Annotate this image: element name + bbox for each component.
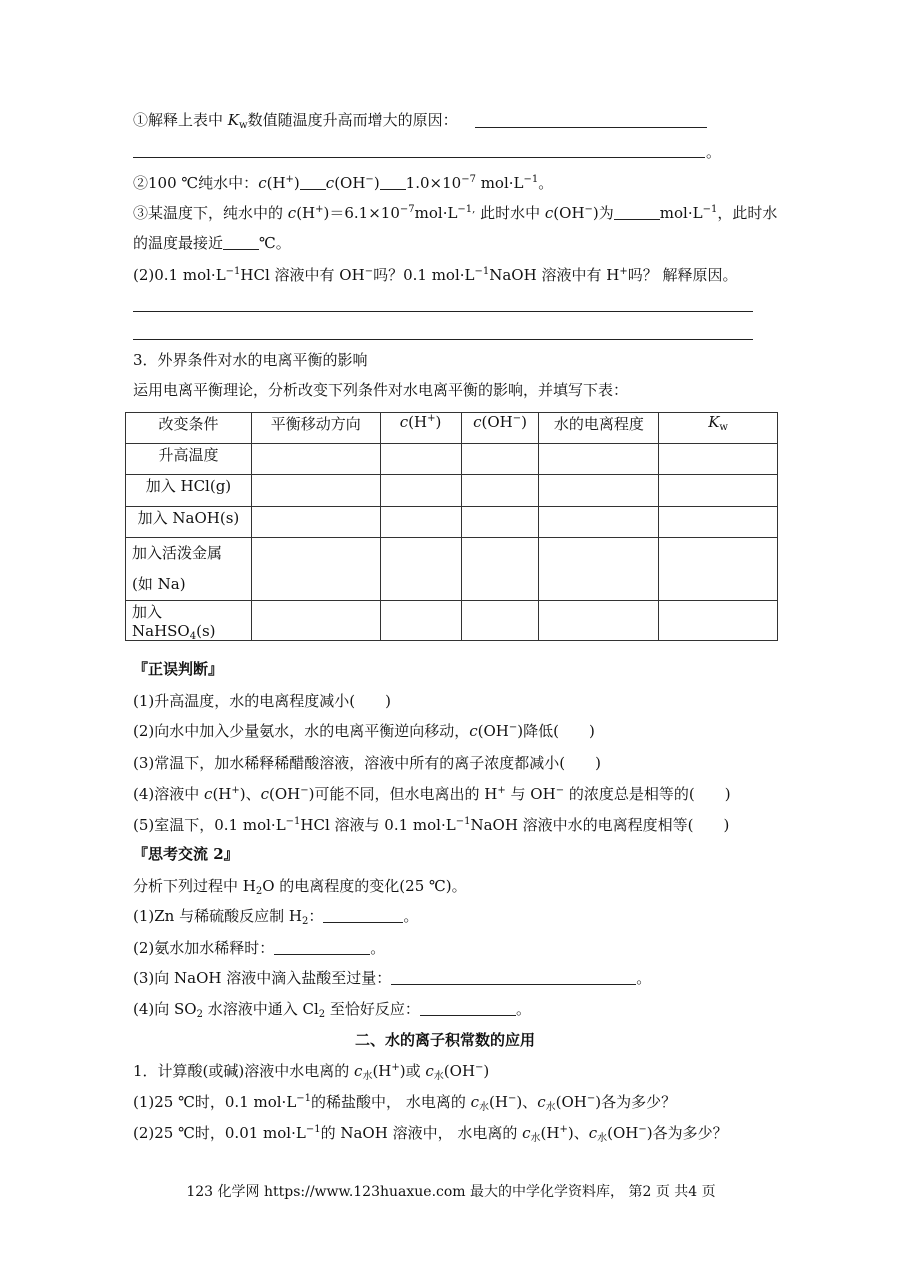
text: 分析下列过程中 H: [133, 877, 256, 895]
table-row: [126, 601, 778, 641]
text: (如 Na): [132, 575, 186, 593]
text: 123 化学网 https://www.123huaxue.com 最大的中学化学资料库， 第2 页 共4 页: [186, 1184, 716, 1200]
sup: −: [584, 204, 593, 215]
answer-line[interactable]: [133, 339, 753, 340]
judge-item-1: [133, 691, 391, 711]
table-cell[interactable]: [539, 475, 659, 507]
text: (H: [408, 413, 428, 431]
header-cell: [461, 413, 539, 444]
text: (OH: [607, 1124, 639, 1142]
table-cell[interactable]: [380, 507, 461, 538]
table-cell[interactable]: [251, 444, 380, 475]
text: 1.0×10: [405, 174, 462, 192]
text: )或: [399, 1062, 426, 1080]
text: 降低( ): [523, 722, 595, 740]
sub: 2: [255, 886, 263, 897]
row-label: [126, 507, 252, 538]
text: 『正误判断』: [133, 660, 224, 678]
blank[interactable]: [391, 970, 636, 985]
blank[interactable]: [323, 908, 403, 923]
header-cell: [659, 413, 778, 444]
c-symbol: c: [544, 204, 554, 222]
sub: 水: [362, 1071, 373, 1082]
text: (H: [266, 174, 286, 192]
row-label: [126, 601, 252, 641]
text: )、: [516, 1093, 538, 1111]
table-cell[interactable]: [659, 538, 778, 601]
table-header-row: [126, 413, 778, 444]
text: O 的电离程度的变化(25 ℃)。: [262, 877, 467, 895]
text: 加入 NaHSO: [132, 603, 190, 640]
text: (3)常温下，加水稀释稀醋酸溶液，溶液中所有的离子浓度都减小( ): [133, 754, 601, 772]
part2-q1: (1)25 ℃时，0.1 $mol\cdot L^{-1}$的稀盐酸中， 水电离的 $c_水(H^-)$、$c_水(OH^-)$各为多少？: [133, 1093, 677, 1113]
text: (2)25 ℃时，0.01 mol·L: [133, 1124, 306, 1142]
table-row: [126, 507, 778, 538]
table-cell[interactable]: [659, 601, 778, 641]
text: 吗？ 解释原因。: [627, 266, 738, 284]
c-symbol: c: [287, 204, 297, 222]
text: 水的电离程度: [553, 415, 644, 433]
table-cell[interactable]: [251, 475, 380, 507]
text: (H: [296, 204, 316, 222]
text: )各为多少？: [646, 1124, 728, 1142]
sup: −: [364, 266, 374, 277]
table-cell[interactable]: [539, 444, 659, 475]
table-cell[interactable]: [659, 444, 778, 475]
text: 的浓度总是相等的( ): [564, 785, 731, 803]
text: ): [483, 1062, 490, 1080]
sup: +: [427, 413, 436, 424]
period: [706, 142, 721, 162]
sup: −: [512, 413, 522, 424]
table-row: [126, 538, 778, 601]
sup: −: [365, 174, 374, 185]
answer-line[interactable]: [133, 157, 705, 158]
text: 数值随温度升高而增大的原因：: [247, 111, 458, 129]
table-cell[interactable]: [659, 475, 778, 507]
q1-line-c2: [133, 233, 291, 253]
text: (H: [540, 1124, 560, 1142]
text: (2)氨水加水稀释时：: [133, 939, 275, 957]
sup: −1: [296, 1093, 312, 1104]
text: 加入活泼金属: [132, 544, 223, 562]
sup: −1,: [457, 204, 476, 215]
sub: 2: [301, 916, 309, 927]
blank[interactable]: [380, 175, 406, 190]
table-cell[interactable]: [380, 444, 461, 475]
text: 。: [636, 969, 652, 987]
header-cell: [251, 413, 380, 444]
text: ): [435, 413, 442, 431]
text: ①解释上表中: [133, 111, 228, 129]
think-item-1: [133, 906, 418, 926]
text: (OH: [555, 1093, 587, 1111]
q2-line: [133, 265, 737, 285]
condition-table: [125, 412, 778, 641]
text: 运用电离平衡理论，分析改变下列条件对水电离平衡的影响，并填写下表：: [133, 381, 629, 399]
text: 的温度最接近: [133, 234, 224, 252]
sup: −7: [461, 174, 476, 185]
sup: −1: [305, 1124, 321, 1135]
text: 。: [403, 907, 419, 925]
text: 『思考交流 2』: [133, 845, 239, 863]
text: (OH: [553, 204, 585, 222]
text: ②100 ℃纯水中：: [133, 174, 259, 192]
table-cell[interactable]: [539, 507, 659, 538]
think-item-4: [133, 999, 531, 1019]
table-cell[interactable]: [659, 507, 778, 538]
sup: −1: [474, 266, 490, 277]
table-cell[interactable]: [461, 475, 539, 507]
text: 1．计算酸(或碱)溶液中水电离的: [133, 1062, 355, 1080]
answer-line[interactable]: [475, 127, 707, 128]
text: ): [293, 174, 300, 192]
table-cell[interactable]: [380, 538, 461, 601]
table-cell[interactable]: [380, 601, 461, 641]
table-cell[interactable]: [539, 538, 659, 601]
text: 的稀盐酸中， 水电离的: [311, 1093, 471, 1111]
text: (5)室温下，0.1 mol·L: [133, 816, 286, 834]
header-cell: [380, 413, 461, 444]
judge-item-4: (4)溶液中 c(H+)、c(OH−)可能不同，但水电离出的 H+ 与 OH− 的浓度总是相等的( ): [133, 785, 731, 803]
text: 。: [538, 174, 554, 192]
text: 升高温度: [158, 446, 219, 464]
text: HCl 溶液中有 OH: [240, 266, 365, 284]
table-cell[interactable]: [251, 601, 380, 641]
text: mol·L: [414, 204, 458, 222]
text: ，此时水: [717, 204, 778, 222]
text: 。: [515, 1000, 531, 1018]
text: (2)向水中加入少量氨水，水的电离平衡逆向移动，: [133, 722, 470, 740]
c-symbol: c: [354, 1062, 363, 1080]
table-cell[interactable]: [539, 601, 659, 641]
text: NaOH 溶液中有 H: [489, 266, 620, 284]
row-label: [126, 538, 252, 601]
text: 的 NaOH 溶液中， 水电离的: [320, 1124, 523, 1142]
kw-symbol: K: [227, 111, 239, 129]
c-symbol: c: [325, 174, 335, 192]
text: 加入 NaOH(s): [137, 509, 240, 527]
text: (OH: [481, 413, 513, 431]
table-cell[interactable]: [461, 507, 539, 538]
text: 水溶液中通入 Cl: [202, 1000, 319, 1018]
text: mol·L: [475, 174, 524, 192]
text: 至恰好反应：: [325, 1000, 420, 1018]
text: ℃。: [259, 234, 291, 252]
text: 3．外界条件对水的电离平衡的影响: [133, 351, 368, 369]
text: )为: [592, 204, 614, 222]
text: (2)0.1 mol·L: [133, 266, 226, 284]
text: )各为多少？: [595, 1093, 677, 1111]
text: (OH: [334, 174, 366, 192]
sup: +: [619, 266, 628, 277]
q1-line-a: [133, 110, 458, 130]
text: (4)溶液中: [133, 785, 205, 803]
judge-item-2: (2)向水中加入少量氨水，水的电离平衡逆向移动，c(OH−)降低( ): [133, 722, 595, 740]
text: 与 OH: [505, 785, 556, 803]
text: 改变条件: [158, 415, 219, 433]
text: 。: [706, 143, 722, 161]
sup: +: [391, 1062, 400, 1073]
header-cell: [539, 413, 659, 444]
sup: −7: [399, 204, 415, 215]
text: (H: [372, 1062, 392, 1080]
sup: −: [475, 1062, 484, 1073]
blank[interactable]: [223, 235, 259, 250]
table-cell[interactable]: [461, 538, 539, 601]
blank[interactable]: [614, 205, 660, 220]
table-cell[interactable]: [251, 538, 380, 601]
part2-q2: (2)25 ℃时，0.01 $mol\cdot L^{-1}$的 NaOH 溶液中， 水电离的 $c_水(H^+)$、$c_水(OH^-)$各为多少？: [133, 1124, 728, 1144]
sup: +: [285, 174, 294, 185]
blank[interactable]: [274, 940, 370, 955]
think-item-3: [133, 968, 651, 988]
text: 此时水中: [475, 204, 545, 222]
text: ): [373, 174, 380, 192]
blank[interactable]: [420, 1001, 516, 1016]
blank[interactable]: [300, 175, 326, 190]
think-title: [133, 844, 239, 864]
text: )、: [567, 1124, 589, 1142]
section3-intro: [133, 380, 628, 400]
text: (3)向 NaOH 溶液中滴入盐酸至过量：: [133, 969, 392, 987]
text: NaOH 溶液中水的电离程度相等( ): [470, 816, 730, 834]
text: 可能不同，但水电离出的 H: [314, 785, 498, 803]
table-cell[interactable]: [380, 475, 461, 507]
q1-line-b: [133, 173, 553, 193]
judge-item-3: [133, 753, 601, 773]
text: (1)25 ℃时，0.1 mol·L: [133, 1093, 297, 1111]
section3-title: [133, 350, 368, 370]
text: 吗？0.1 mol·L: [373, 266, 475, 284]
sup: +: [315, 204, 324, 215]
text: )＝6.1×10: [323, 204, 400, 222]
q1-line-c: [133, 203, 777, 223]
text: ③某温度下，纯水中的: [133, 204, 288, 222]
text: ): [521, 413, 527, 431]
judge-title: [133, 659, 223, 679]
text: c: [399, 413, 409, 431]
row-label: [126, 444, 252, 475]
part2-p1: 1．计算酸(或碱)溶液中水电离的 $c_水(H^+)$或 $c_水(OH^-)$: [133, 1062, 490, 1082]
text: (1)升高温度，水的电离程度减小( ): [133, 692, 391, 710]
text: (4)向 SO: [133, 1000, 197, 1018]
text: (H: [489, 1093, 508, 1111]
text: HCl 溶液与 0.1 mol·L: [300, 816, 456, 834]
part2-title: [355, 1030, 535, 1050]
sub: 2: [196, 1009, 203, 1020]
sub: 4: [189, 631, 197, 642]
table-cell[interactable]: [461, 444, 539, 475]
text: (1)Zn 与稀硫酸反应制 H: [133, 907, 302, 925]
text: K: [708, 413, 720, 431]
answer-line[interactable]: [133, 311, 753, 312]
table-cell[interactable]: [251, 507, 380, 538]
sup: −1: [225, 266, 241, 277]
sub: w: [719, 422, 728, 433]
sub: 2: [318, 1009, 326, 1020]
text: (s): [196, 622, 216, 640]
kw-sub: w: [239, 120, 248, 131]
text: mol·L: [659, 204, 703, 222]
text: 平衡移动方向: [270, 415, 361, 433]
c-symbol: c: [258, 174, 267, 192]
text: c: [473, 413, 482, 431]
text: 。: [370, 939, 386, 957]
table-row: [126, 475, 778, 507]
table-cell[interactable]: [461, 601, 539, 641]
judge-item-5: (5)室温下，0.1 $mol\cdot L^{-1}HCl$ 溶液与 0.1 $mol\cdot L^{-1}NaOH$ 溶液中水的电离程度相等( ): [133, 816, 730, 834]
think-intro: [133, 876, 467, 896]
sup: −1: [523, 174, 539, 185]
row-label: [126, 475, 252, 507]
sup: −1: [702, 204, 718, 215]
text: (OH: [443, 1062, 476, 1080]
text: ：: [308, 907, 324, 925]
text: 二、水的离子积常数的应用: [355, 1031, 536, 1049]
page-footer: [0, 1181, 902, 1201]
table-row: [126, 444, 778, 475]
header-cell: [126, 413, 252, 444]
think-item-2: [133, 938, 385, 958]
text: 加入 HCl(g): [145, 477, 232, 495]
